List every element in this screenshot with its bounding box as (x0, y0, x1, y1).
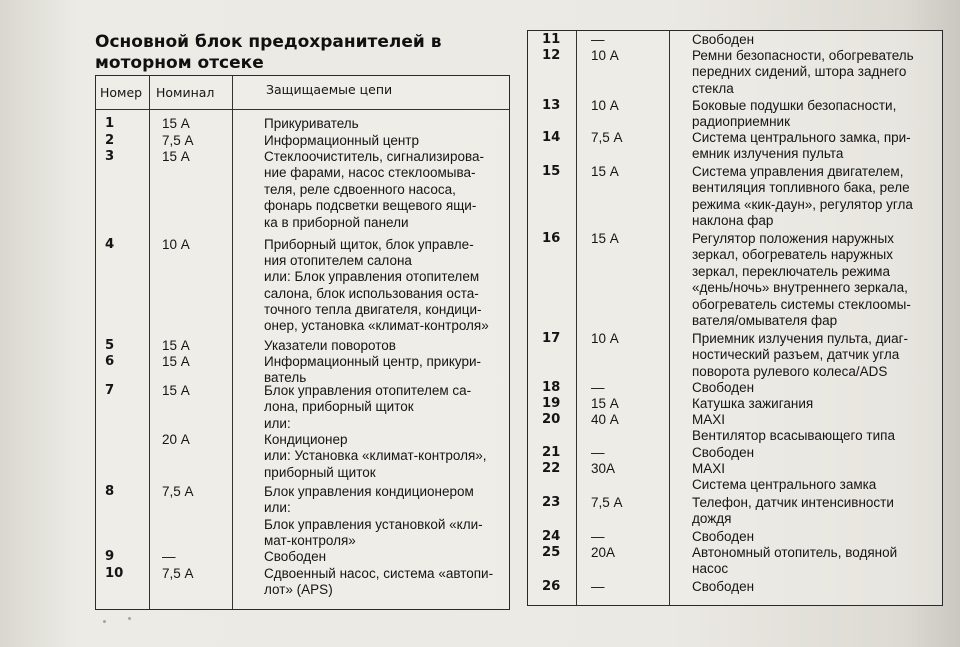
circuit-line: радиоприемник (692, 114, 790, 130)
circuit-line: передних сидений, штора заднего (692, 64, 907, 80)
circuit-line: емник излучения пульта (692, 146, 844, 162)
fuse-rating: 15 А (162, 383, 190, 398)
protected-circuits (692, 98, 896, 131)
fuse-number: 25 (542, 545, 561, 560)
protected-circuits (264, 432, 487, 481)
fuse-number: 5 (105, 338, 115, 353)
circuit-line: Сдвоенный насос, система «автопи- (264, 566, 494, 581)
protected-circuits (264, 566, 493, 599)
circuit-line: онер, установка «климат-контроля» (264, 318, 489, 334)
circuit-line: фонарь подсветки вещевого ящи- (264, 198, 477, 214)
circuit-line: Катушка зажигания (692, 396, 814, 411)
circuit-line: или: (264, 500, 291, 516)
circuit-line: Ремни безопасности, обогреватель (692, 48, 914, 63)
fuse-number: 7 (105, 383, 115, 398)
circuit-line: Блок управления отопителем са- (264, 383, 472, 398)
fuse-rating: — (591, 529, 605, 544)
fuse-rating: 15 А (162, 338, 190, 353)
title-line-1: Основной блок предохранителей в (95, 32, 442, 52)
protected-circuits (264, 116, 359, 132)
fuse-rating: 15 А (162, 354, 190, 369)
fuse-rating: 20 А (162, 432, 190, 447)
fuse-number: 1 (105, 116, 115, 131)
protected-circuits (692, 48, 914, 97)
protected-circuits (264, 133, 419, 149)
fuse-rating: 10 А (591, 98, 619, 113)
fuse-number: 17 (542, 331, 561, 346)
circuit-line: Стеклоочиститель, сигнализирова- (264, 149, 485, 164)
circuit-line: ка в приборной панели (264, 214, 409, 230)
fuse-number: 18 (542, 380, 561, 395)
fuse-rating: 15 А (591, 396, 619, 411)
circuit-line: салона, блок использования оста- (264, 285, 479, 301)
protected-circuits (264, 549, 326, 565)
fuse-number: 16 (542, 231, 561, 246)
circuit-line: Приемник излучения пульта, диаг- (692, 331, 909, 346)
protected-circuits (692, 461, 876, 494)
circuit-line: Информационный центр (264, 132, 419, 148)
circuit-line: Свободен (692, 445, 755, 460)
fuse-number: 11 (542, 32, 561, 47)
fuse-rating: 10 А (591, 48, 619, 63)
circuit-line: Прикуриватель (264, 116, 359, 131)
column-divider (232, 76, 233, 609)
column-divider (576, 31, 577, 605)
fuse-number: 13 (542, 98, 561, 113)
circuit-line: Указатели поворотов (264, 338, 396, 353)
fuse-rating: — (162, 549, 176, 564)
header-rating: Номинал (156, 85, 215, 100)
circuit-line: лот» (APS) (264, 582, 333, 598)
circuit-line: Система центрального замка, при- (692, 130, 911, 145)
fuse-table-left (95, 75, 510, 610)
protected-circuits (692, 529, 754, 545)
fuse-rating: 10 А (162, 236, 190, 252)
protected-circuits (264, 383, 471, 432)
circuit-line: вателя/омывателя фар (692, 312, 838, 328)
fuse-rating: — (591, 445, 605, 460)
circuit-line: зеркал, обогреватель наружных (692, 247, 893, 263)
header-number: Номер (100, 85, 143, 100)
fuse-number: 26 (542, 579, 561, 594)
protected-circuits (692, 445, 754, 461)
circuit-line: наклона фар (692, 213, 774, 229)
protected-circuits (264, 484, 483, 550)
fuse-number: 9 (105, 549, 115, 564)
fuse-rating: — (591, 32, 605, 47)
fuse-number: 24 (542, 529, 561, 544)
circuit-line: ния отопителем салона (264, 252, 412, 268)
fuse-number: 4 (105, 236, 115, 252)
title-line-2: моторном отсеке (95, 53, 264, 73)
protected-circuits (692, 495, 894, 528)
circuit-line: ностический разъем, датчик угла (692, 347, 900, 363)
fuse-number: 14 (542, 130, 561, 145)
circuit-line: дождя (692, 511, 732, 527)
protected-circuits (692, 130, 911, 163)
circuit-line: Свободен (692, 529, 755, 544)
fuse-rating: 7,5 А (162, 484, 194, 499)
fuse-number: 12 (542, 48, 561, 63)
circuit-line: стекла (692, 80, 734, 96)
fuse-rating: — (591, 380, 605, 395)
circuit-line: Система центрального замка (692, 477, 877, 493)
protected-circuits (692, 164, 913, 230)
circuit-line: лона, приборный щиток (264, 399, 414, 415)
circuit-line: Регулятор положения наружных (692, 231, 894, 246)
column-divider (669, 31, 670, 605)
protected-circuits (692, 380, 754, 396)
fuse-number: 19 (542, 396, 561, 411)
protected-circuits (692, 331, 908, 380)
fuse-rating: 7,5 А (162, 566, 194, 581)
fuse-rating: 7,5 А (162, 132, 194, 148)
fuse-number: 10 (105, 566, 124, 581)
circuit-line: поворота рулевого колеса/ADS (692, 363, 888, 379)
fuse-number: 23 (542, 495, 561, 510)
fuse-rating: 15 А (162, 149, 190, 164)
header-divider (96, 109, 509, 110)
header-circuits: Защищаемые цепи (266, 82, 393, 97)
fuse-number: 21 (542, 445, 561, 460)
circuit-line: MAXI (692, 412, 726, 427)
protected-circuits (692, 545, 897, 578)
circuit-line: Приборный щиток, блок управле- (264, 236, 474, 252)
fuse-rating: 10 А (591, 331, 619, 346)
scan-speck (103, 620, 106, 623)
protected-circuits (264, 149, 484, 231)
fuse-rating: 20А (591, 545, 616, 560)
fuse-number: 2 (105, 132, 115, 148)
fuse-rating: 30А (591, 461, 616, 476)
protected-circuits (692, 396, 813, 412)
fuse-table-right (527, 30, 943, 606)
protected-circuits (692, 412, 895, 445)
circuit-line: Свободен (692, 579, 755, 594)
circuit-line: Автономный отопитель, водяной (692, 545, 898, 560)
circuit-line: Кондиционер (264, 432, 348, 447)
circuit-line: приборный щиток (264, 464, 376, 480)
column-divider (149, 76, 150, 609)
circuit-line: Система управления двигателем, (692, 164, 904, 179)
fuse-number: 3 (105, 149, 115, 164)
fuse-rating: — (591, 579, 605, 594)
circuit-line: теля, реле сдвоенного насоса, (264, 181, 456, 197)
protected-circuits (692, 231, 911, 329)
protected-circuits (692, 32, 754, 48)
fuse-rating: 7,5 А (591, 130, 623, 145)
protected-circuits (264, 338, 396, 354)
fuse-number: 6 (105, 354, 115, 369)
fuse-rating: 15 А (162, 116, 190, 131)
fuse-rating: 15 А (591, 164, 619, 179)
circuit-line: или: Блок управления отопителем (264, 269, 480, 285)
circuit-line: мат-контроля» (264, 533, 356, 549)
protected-circuits (264, 354, 481, 387)
circuit-line: вентиляция топливного бака, реле (692, 180, 910, 196)
circuit-line: Блок управления установкой «кли- (264, 516, 483, 532)
fuse-number: 20 (542, 412, 561, 427)
circuit-line: обогреватель системы стеклоомы- (692, 296, 911, 312)
circuit-line: Вентилятор всасывающего типа (692, 428, 895, 444)
circuit-line: Боковые подушки безопасности, (692, 98, 897, 113)
circuit-line: точного тепла двигателя, кондици- (264, 302, 482, 318)
circuit-line: или: (264, 415, 291, 431)
fuse-number: 22 (542, 461, 561, 476)
fuse-rating: 40 А (591, 412, 619, 427)
circuit-line: «день/ночь» внутреннего зеркала, (692, 280, 908, 296)
circuit-line: MAXI (692, 461, 726, 476)
circuit-line: Блок управления кондиционером (264, 484, 474, 499)
circuit-line: ние фарами, насос стеклоомыва- (264, 165, 476, 181)
circuit-line: или: Установка «климат-контроля», (264, 448, 487, 464)
page-title (95, 32, 442, 74)
scan-speck (128, 617, 131, 620)
circuit-line: режима «кик-даун», регулятор угла (692, 196, 913, 212)
circuit-line: ватель (264, 370, 307, 386)
circuit-line: Информационный центр, прикури- (264, 354, 482, 369)
fuse-rating: 15 А (591, 231, 619, 246)
circuit-line: насос (692, 561, 729, 577)
protected-circuits (264, 237, 489, 335)
protected-circuits (692, 579, 754, 595)
fuse-number: 15 (542, 164, 561, 179)
circuit-line: Свободен (692, 380, 755, 395)
circuit-line: Свободен (692, 32, 755, 47)
circuit-line: зеркал, переключатель режима (692, 263, 890, 279)
circuit-line: Свободен (264, 549, 327, 564)
fuse-number: 8 (105, 484, 115, 499)
fuse-rating: 7,5 А (591, 495, 623, 510)
circuit-line: Телефон, датчик интенсивности (692, 495, 894, 510)
